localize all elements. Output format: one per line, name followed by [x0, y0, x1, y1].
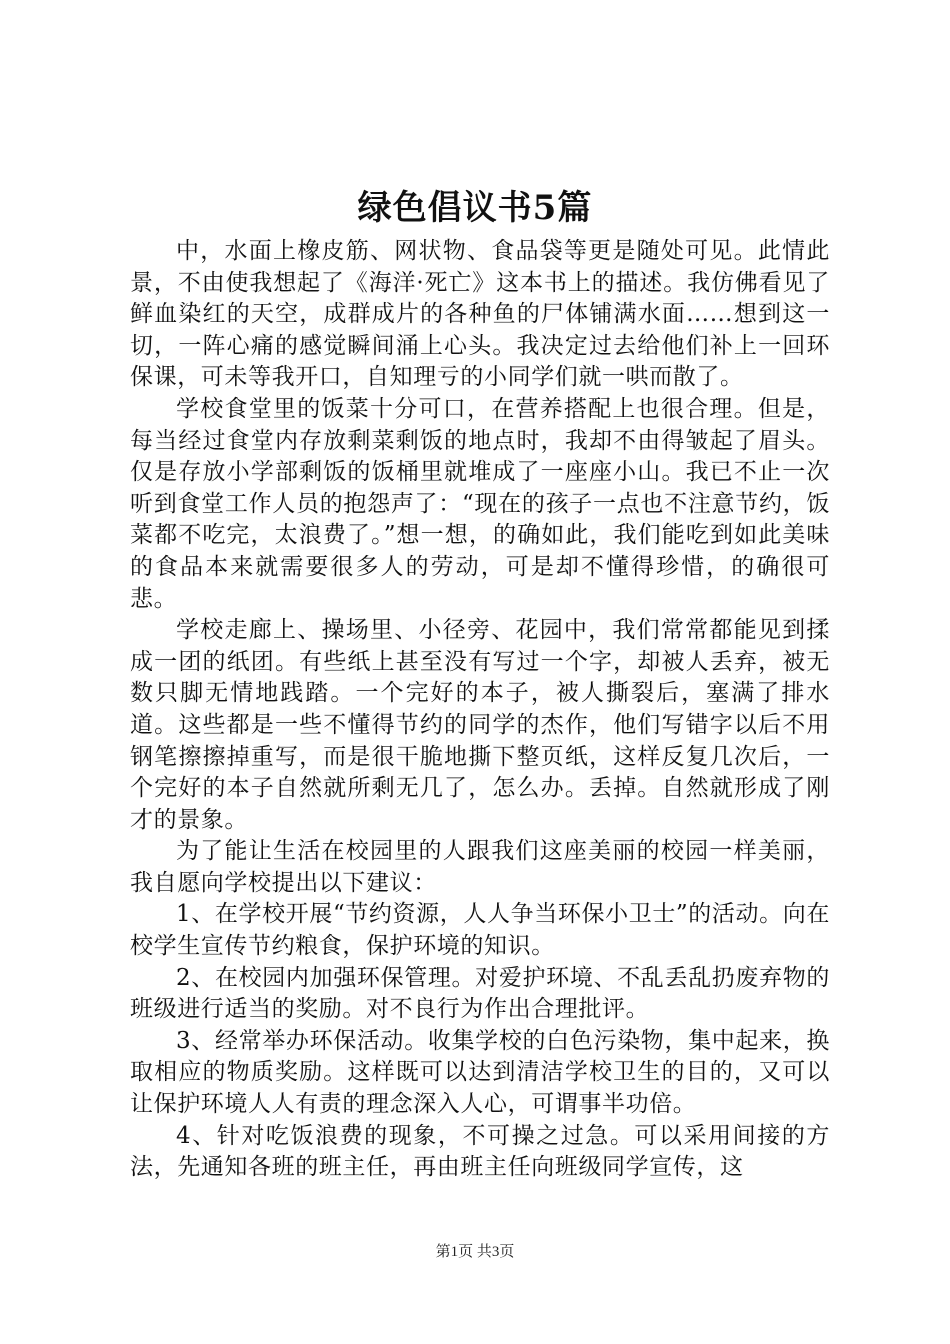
paragraph-2: 学校食堂里的饭菜十分可口，在营养搭配上也很合理。但是，每当经过食堂内存放剩菜剩饭的地点时，我却不由得皱起了眉头。仅是存放小学部剩饭的饭桶里就堆成了一座座小山。我已不止一次听到食堂工作人员的抱怨声了：“现在的孩子一点也不注意节约，饭菜都不吃完，太浪费了。”想一想，的确如此，我们能吃到如此美味的食品本来就需要很多人的劳动，可是却不懂得珍惜，的确很可悲。	[130, 395, 830, 612]
paragraph-1: 中，水面上橡皮筋、网状物、食品袋等更是随处可见。此情此景，不由使我想起了《海洋·死亡》这本书上的描述。我仿佛看见了鲜血染红的天空，成群成片的各种鱼的尸体铺满水面……想到这一切，一阵心痛的感觉瞬间涌上心头。我决定过去给他们补上一回环保课，可未等我开口，自知理亏的小同学们就一哄而散了。	[130, 238, 830, 391]
document-body	[130, 236, 830, 1184]
page-footer: 第1页 共3页	[435, 1244, 515, 1260]
paragraph-3: 学校走廊上、操场里、小径旁、花园中，我们常常都能见到揉成一团的纸团。有些纸上甚至没有写过一个字，却被人丢弃，被无数只脚无情地践踏。一个完好的本子，被人撕裂后，塞满了排水道。这些都是一些不懂得节约的同学的杰作，他们写错字以后不用钢笔擦擦掉重写，而是很干脆地撕下整页纸，这样反复几次后，一个完好的本子自然就所剩无几了，怎么办。丢掉。自然就形成了刚才的景象。	[130, 617, 830, 833]
suggestion-2: 2、在校园内加强环保管理。对爱护环境、不乱丢乱扔废弃物的班级进行适当的奖励。对不良行为作出合理批评。	[130, 964, 830, 1023]
paragraph-4: 为了能让生活在校园里的人跟我们这座美丽的校园一样美丽，我自愿向学校提出以下建议：	[130, 838, 830, 896]
suggestion-1: 1、在学校开展“节约资源，人人争当环保小卫士”的活动。向在校学生宣传节约粮食，保护环境的知识。	[130, 901, 830, 960]
suggestion-3: 3、经常举办环保活动。收集学校的白色污染物，集中起来，换取相应的物质奖励。这样既可以达到清洁学校卫生的目的，又可以让保护环境人人有责的理念深入人心，可谓事半功倍。	[130, 1027, 830, 1118]
suggestion-4: 4、针对吃饭浪费的现象，不可操之过急。可以采用间接的方法，先通知各班的班主任，再由班主任向班级同学宣传，这	[130, 1122, 830, 1181]
document-title: 绿色倡议书5篇	[357, 188, 593, 228]
